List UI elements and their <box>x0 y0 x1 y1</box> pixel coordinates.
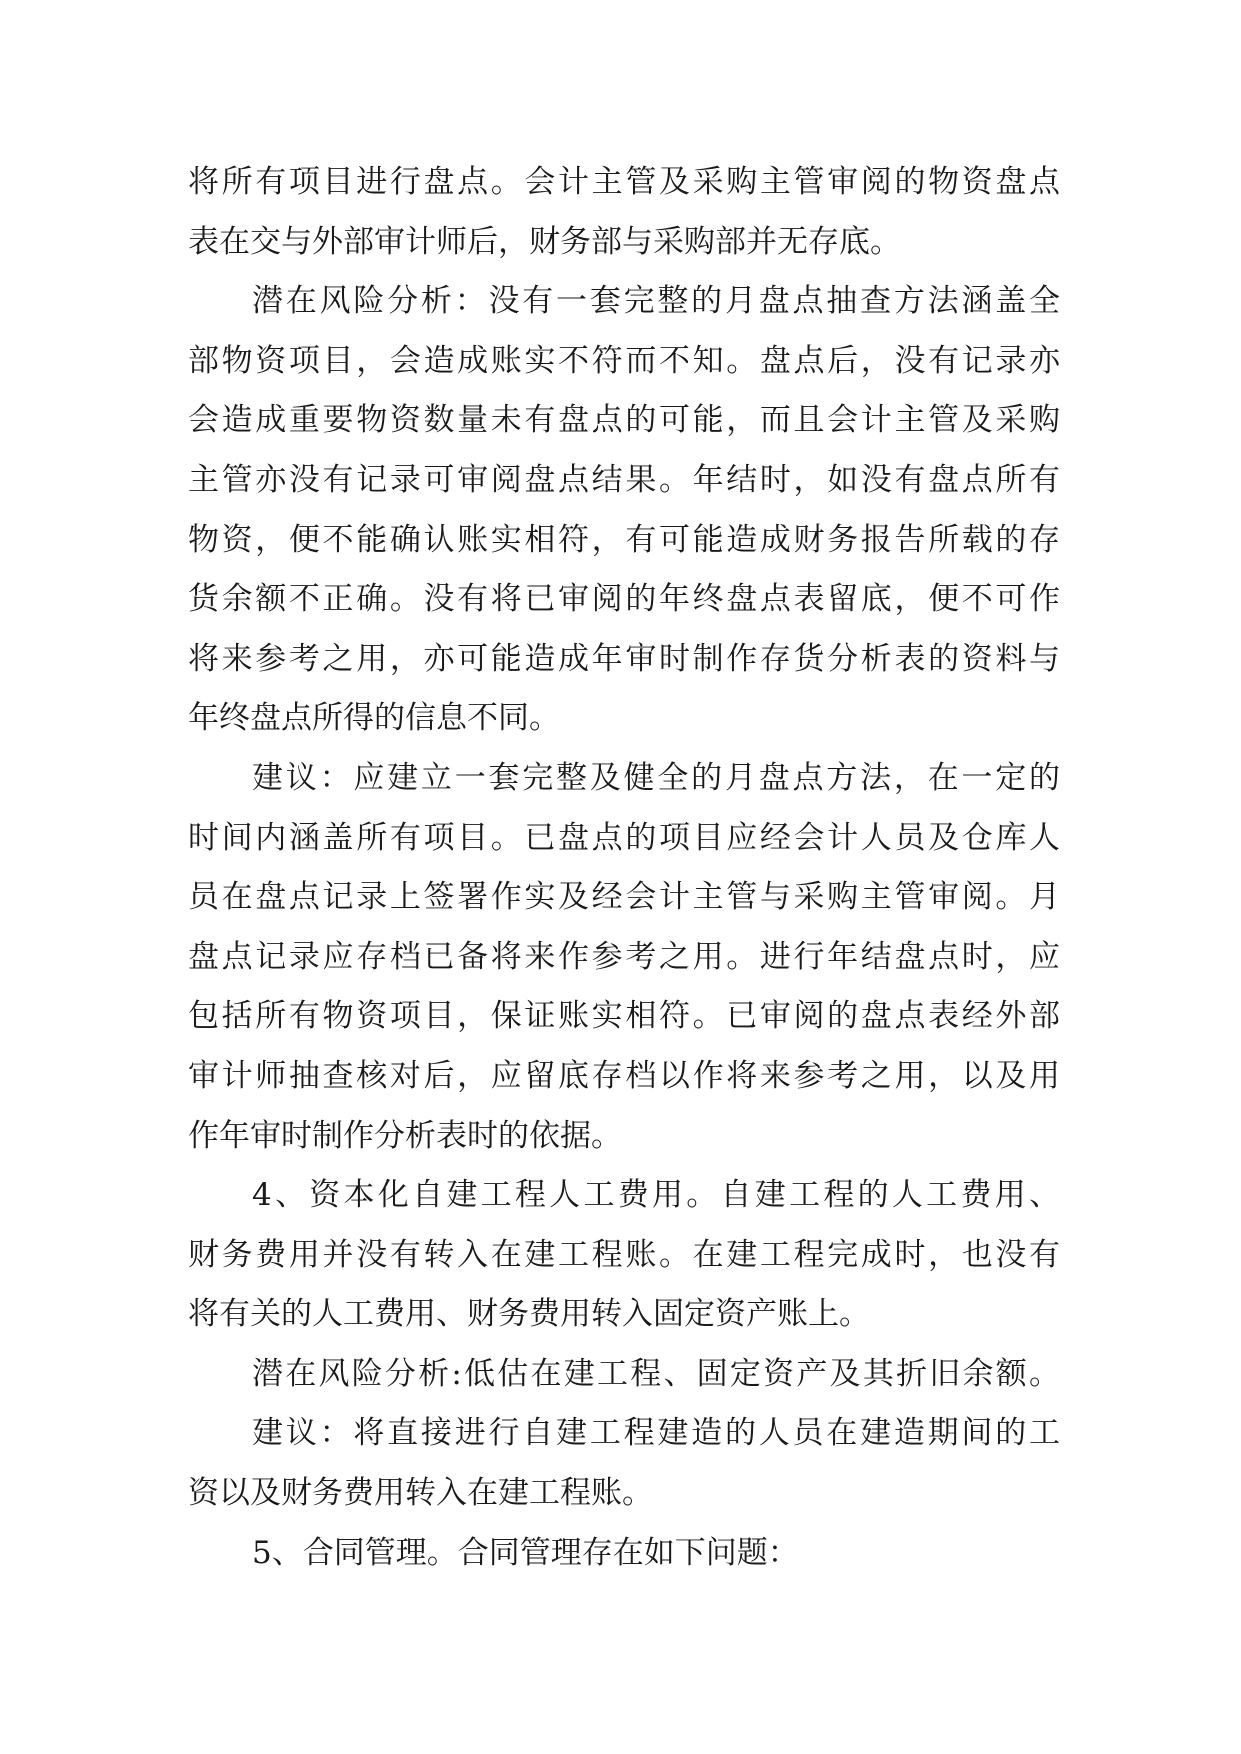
document-body <box>188 153 1060 1583</box>
text-line: 将来参考之用，亦可能造成年审时制作存货分析表的资料与 <box>188 640 1060 677</box>
text-line: 建议：将直接进行自建工程建造的人员在建造期间的工 <box>252 1415 1060 1452</box>
text-line: 4、资本化自建工程人工费用。自建工程的人工费用、 <box>252 1177 1060 1214</box>
text-line: 资以及财务费用转入在建工程账。 <box>188 1475 653 1512</box>
text-line: 审计师抽查核对后，应留底存档以作将来参考之用，以及用 <box>188 1057 1060 1094</box>
text-line: 会造成重要物资数量未有盘点的可能，而且会计主管及采购 <box>188 402 1060 439</box>
text-line: 包括所有物资项目，保证账实相符。已审阅的盘点表经外部 <box>188 998 1060 1035</box>
text-line: 将有关的人工费用、财务费用转入固定资产账上。 <box>188 1296 870 1333</box>
text-line: 部物资项目，会造成账实不符而不知。盘点后，没有记录亦 <box>188 342 1060 379</box>
text-line: 作年审时制作分析表时的依据。 <box>188 1117 622 1154</box>
text-line: 财务费用并没有转入在建工程账。在建工程完成时，也没有 <box>188 1236 1060 1273</box>
text-line: 将所有项目进行盘点。会计主管及采购主管审阅的物资盘点 <box>188 164 1060 200</box>
text-line: 时间内涵盖所有项目。已盘点的项目应经会计人员及仓库人 <box>188 819 1060 856</box>
text-line: 建议：应建立一套完整及健全的月盘点方法，在一定的 <box>252 759 1060 796</box>
text-line: 潜在风险分析：没有一套完整的月盘点抽查方法涵盖全 <box>252 283 1060 320</box>
text-line: 年终盘点所得的信息不同。 <box>188 700 560 737</box>
text-line: 货余额不正确。没有将已审阅的年终盘点表留底，便不可作 <box>188 581 1060 618</box>
text-line: 潜在风险分析:低估在建工程、固定资产及其折旧余额。 <box>252 1355 1060 1392</box>
text-line: 盘点记录应存档已备将来作参考之用。进行年结盘点时，应 <box>188 938 1060 975</box>
text-line: 物资，便不能确认账实相符，有可能造成财务报告所载的存 <box>188 521 1060 558</box>
text-line: 主管亦没有记录可审阅盘点结果。年结时，如没有盘点所有 <box>188 461 1060 498</box>
text-line: 员在盘点记录上签署作实及经会计主管与采购主管审阅。月 <box>188 879 1060 916</box>
text-line: 5、合同管理。合同管理存在如下问题： <box>252 1534 799 1571</box>
text-line: 表在交与外部审计师后，财务部与采购部并无存底。 <box>188 223 901 260</box>
